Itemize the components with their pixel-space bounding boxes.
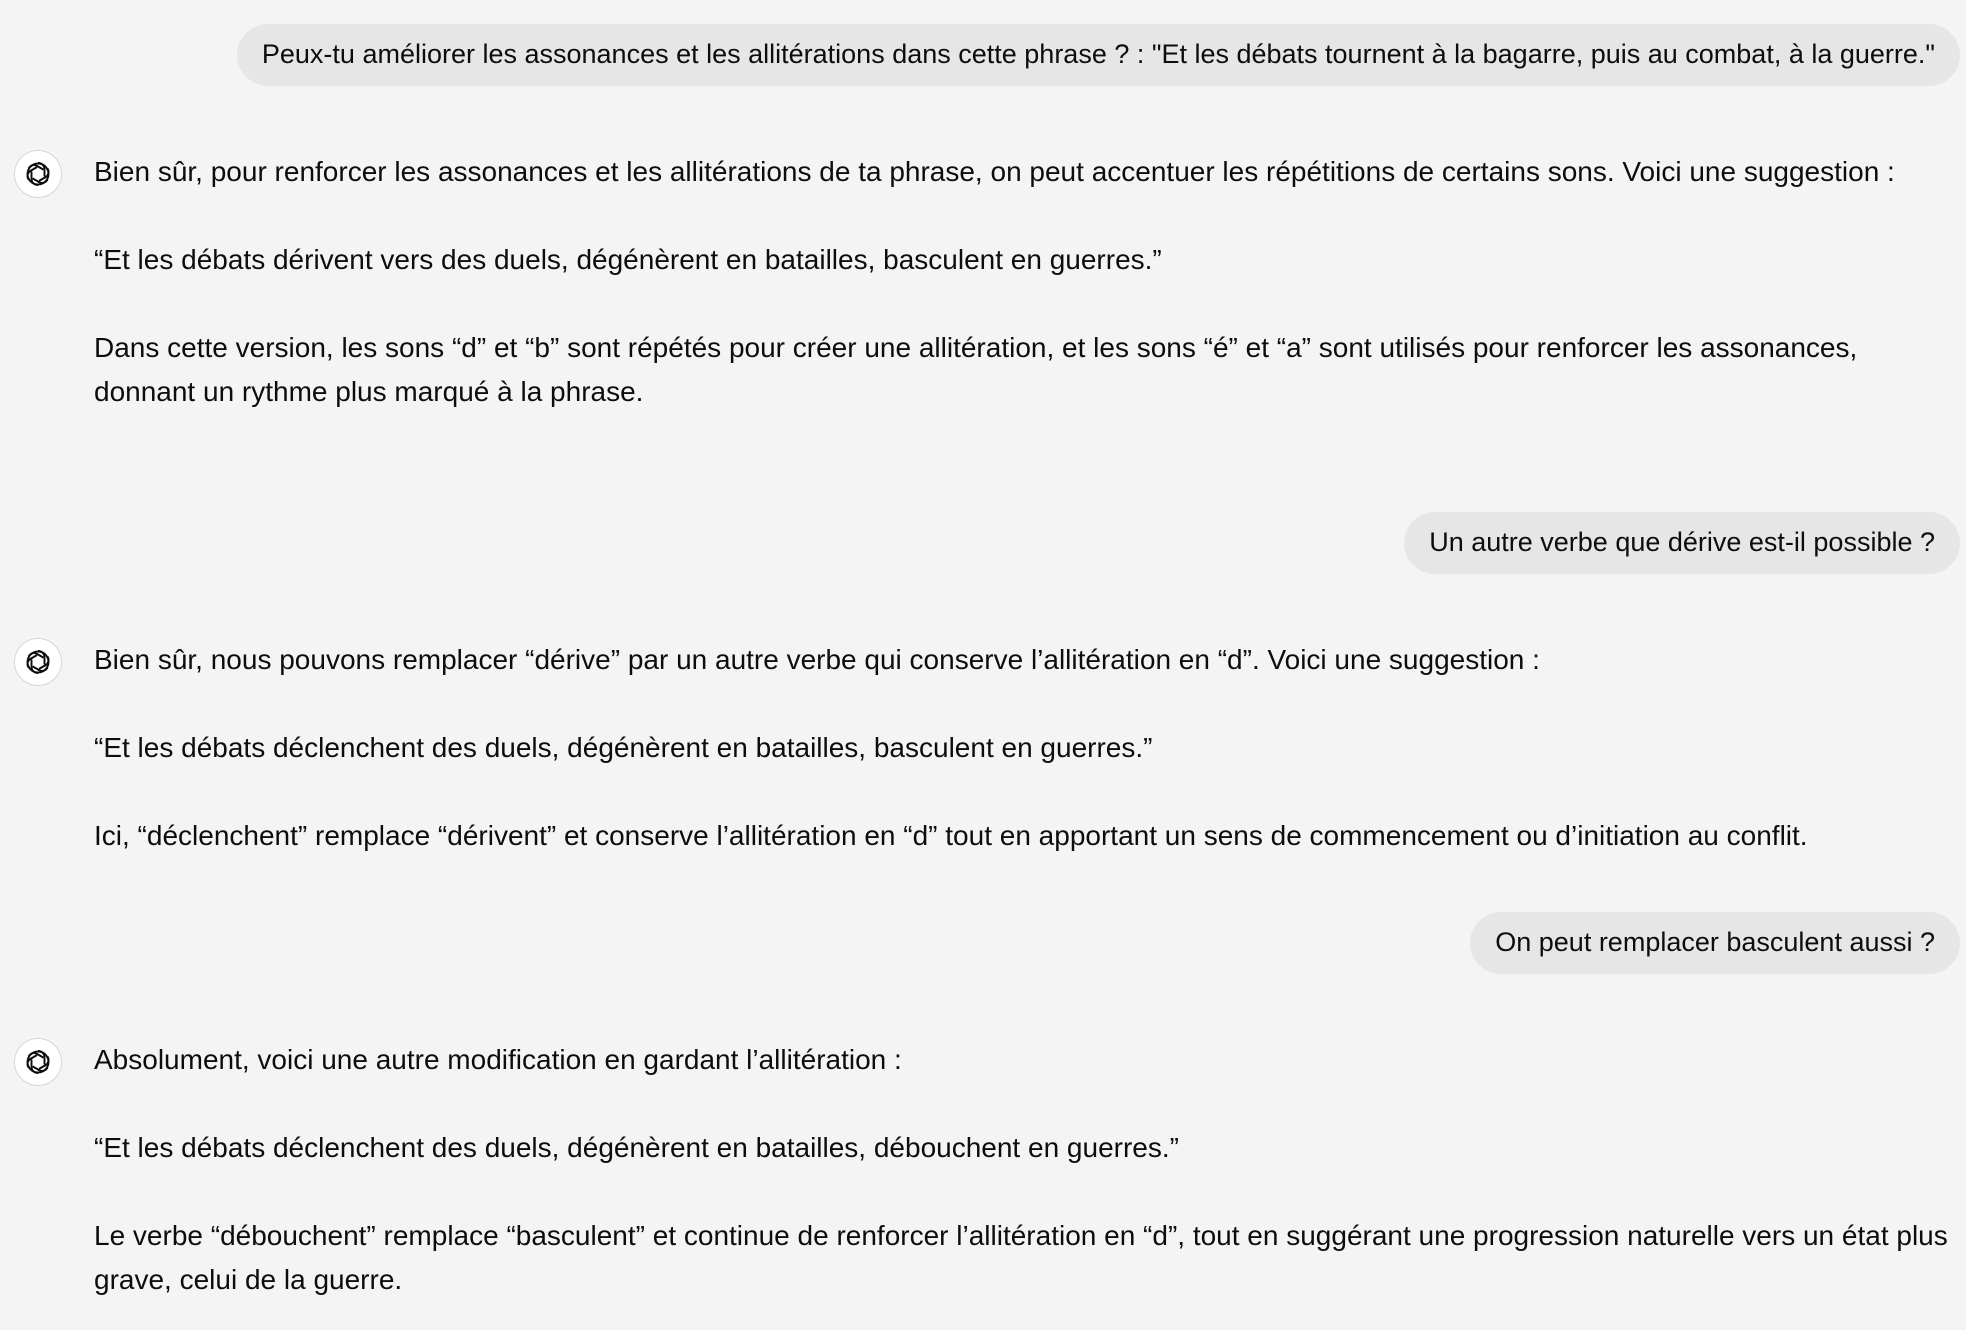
message-paragraph: Le verbe “débouchent” remplace “basculent” et continue de renforcer l’allitération en “d”, tout en suggérant une progression naturelle vers un état plus grave, celui de la guerre. — [94, 1220, 1948, 1295]
assistant-message-body — [94, 150, 1954, 414]
message-paragraph: Bien sûr, nous pouvons remplacer “dérive” par un autre verbe qui conserve l’allitération en “d”. Voici une suggestion : — [94, 644, 1540, 675]
user-message: Un autre verbe que dérive est-il possible ? — [1404, 512, 1960, 574]
assistant-message-body — [94, 1038, 1954, 1302]
assistant-avatar — [14, 638, 62, 686]
message-paragraph: “Et les débats déclenchent des duels, dégénèrent en batailles, débouchent en guerres.” — [94, 1132, 1179, 1163]
assistant-avatar — [14, 1038, 62, 1086]
assistant-avatar — [14, 150, 62, 198]
openai-logo-icon — [20, 644, 56, 680]
message-paragraph: “Et les débats déclenchent des duels, dégénèrent en batailles, basculent en guerres.” — [94, 732, 1153, 763]
user-message: Peux-tu améliorer les assonances et les allitérations dans cette phrase ? : "Et les débats tournent à la bagarre, puis au combat, à la guerre." — [237, 24, 1960, 86]
openai-logo-icon — [20, 156, 56, 192]
message-paragraph: Absolument, voici une autre modification en gardant l’allitération : — [94, 1044, 902, 1075]
message-paragraph: Ici, “déclenchent” remplace “dérivent” et conserve l’allitération en “d” tout en apportant un sens de commencement ou d’initiation au conflit. — [94, 820, 1808, 851]
message-paragraph: Dans cette version, les sons “d” et “b” sont répétés pour créer une allitération, et les sons “é” et “a” sont utilisés pour renforcer les assonances, donnant un rythme plus marqué à la phrase. — [94, 332, 1858, 407]
assistant-message-body — [94, 638, 1954, 858]
user-message: On peut remplacer basculent aussi ? — [1470, 912, 1960, 974]
message-paragraph: Bien sûr, pour renforcer les assonances et les allitérations de ta phrase, on peut accentuer les répétitions de certains sons. Voici une suggestion : — [94, 156, 1895, 187]
message-paragraph: “Et les débats dérivent vers des duels, dégénèrent en batailles, basculent en guerres.” — [94, 244, 1162, 275]
openai-logo-icon — [20, 1044, 56, 1080]
